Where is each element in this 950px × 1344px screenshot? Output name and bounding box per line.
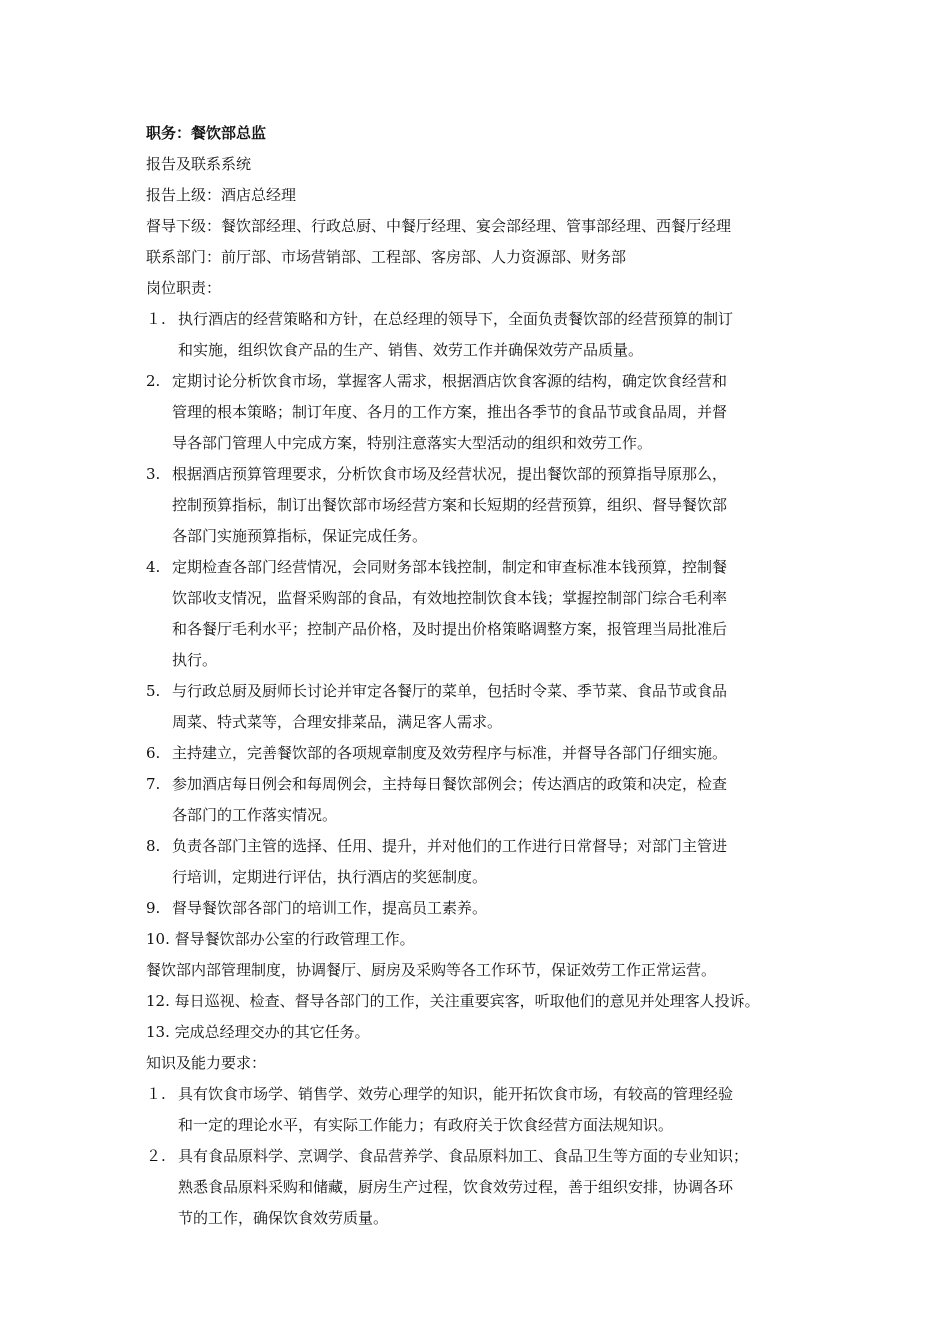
duty-item-number: 9. [146,899,161,917]
requirement-item-1 [146,1079,826,1141]
duty-item-number: 5. [146,682,161,700]
duty-item-text [146,552,826,676]
duty-item-text [146,304,826,366]
requirement-item-line: 具有食品原料学、烹调学、食品营养学、食品原料加工、食品卫生等方面的专业知识； [178,1147,749,1165]
duty-item-5 [146,676,826,738]
document-title: 职务：餐饮部总监 [146,124,267,142]
duty-item-9 [146,893,826,924]
duty-item-number: 4. [146,558,161,576]
duty-item-2 [146,366,826,459]
liaison-departments: 联系部门：前厅部、市场营销部、工程部、客房部、人力资源部、财务部 [146,248,627,266]
requirements-heading: 知识及能力要求： [146,1054,267,1072]
duty-item-1 [146,304,826,366]
duty-item-number: 6. [146,744,161,762]
duty-item-line: 执行。 [172,651,218,669]
duty-item-line: 各部门实施预算指标，保证完成任务。 [172,527,428,545]
duty-item-line: 与行政总厨及厨师长讨论并审定各餐厅的菜单，包括时令菜、季节菜、食品节或食品 [172,682,728,700]
requirement-item-line: 节的工作，确保饮食效劳质量。 [178,1209,389,1227]
duty-item-7 [146,769,826,831]
duty-item-line: 各部门的工作落实情况。 [172,806,338,824]
duty-item-line: 导各部门管理人中完成方案，特别注意落实大型活动的组织和效劳工作。 [172,434,653,452]
duty-item-line: 周菜、特式菜等，合理安排菜品，满足客人需求。 [172,713,503,731]
requirement-item-line: 和一定的理论水平，有实际工作能力；有政府关于饮食经营方面法规知识。 [178,1116,674,1134]
duty-item-number: 7. [146,775,161,793]
duty-item-number: 3. [146,465,161,483]
duty-item-line: 行培训，定期进行评估，执行酒店的奖惩制度。 [172,868,488,886]
duty-item-line: 和实施，组织饮食产品的生产、销售、效劳工作并确保效劳产品质量。 [178,341,644,359]
duty-item-text [146,893,826,924]
supervises: 督导下级：餐饮部经理、行政总厨、中餐厅经理、宴会部经理、管事部经理、西餐厅经理 [146,217,732,235]
duty-item-4 [146,552,826,676]
duty-item-number: 2. [146,372,161,390]
requirement-item-line: 具有饮食市场学、销售学、效劳心理学的知识，能开拓饮食市场，有较高的管理经验 [178,1085,734,1103]
requirement-item-text [146,1079,826,1141]
duty-item-6 [146,738,826,769]
duty-item-13: 13. 完成总经理交办的其它任务。 [146,1023,370,1041]
duty-item-line: 督导餐饮部各部门的培训工作，提高员工素养。 [172,899,488,917]
duty-item-line: 主持建立，完善餐饮部的各项规章制度及效劳程序与标准，并督导各部门仔细实施。 [172,744,728,762]
duty-item-12: 12. 每日巡视、检查、督导各部门的工作，关注重要宾客，听取他们的意见并处理客人投诉。 [146,992,760,1010]
duty-item-line: 管理的根本策略；制订年度、各月的工作方案，推出各季节的食品节或食品周，并督 [172,403,728,421]
duty-item-11-fragment: 餐饮部内部管理制度，协调餐厅、厨房及采购等各工作环节，保证效劳工作正常运营。 [146,961,717,979]
duty-item-text [146,366,826,459]
duty-item-text [146,769,826,831]
duties-list [146,304,826,924]
duty-item-text [146,831,826,893]
reports-to: 报告上级：酒店总经理 [146,186,297,204]
requirement-item-number: １. [146,1085,166,1103]
duty-item-line: 定期讨论分析饮食市场，掌握客人需求，根据酒店饮食客源的结构，确定饮食经营和 [172,372,728,390]
duty-item-line: 定期检查各部门经营情况，会同财务部本钱控制，制定和审查标准本钱预算，控制餐 [172,558,728,576]
duty-item-line: 执行酒店的经营策略和方针，在总经理的领导下，全面负责餐饮部的经营预算的制订 [178,310,734,328]
duty-item-text [146,676,826,738]
requirements-list [146,1079,826,1234]
duty-item-10: 10. 督导餐饮部办公室的行政管理工作。 [146,930,415,948]
document-page [146,118,826,1234]
duty-item-line: 饮部收支情况，监督采购部的食品，有效地控制饮食本钱；掌握控制部门综合毛利率 [172,589,728,607]
duty-item-text [146,738,826,769]
requirement-item-text [146,1141,826,1234]
duty-item-number: 8. [146,837,161,855]
duty-item-8 [146,831,826,893]
duty-item-line: 根据酒店预算管理要求，分析饮食市场及经营状况，提出餐饮部的预算指导原那么， [172,465,728,483]
duty-item-line: 和各餐厅毛利水平；控制产品价格，及时提出价格策略调整方案，报管理当局批准后 [172,620,728,638]
requirement-item-2 [146,1141,826,1234]
duty-item-line: 参加酒店每日例会和每周例会，主持每日餐饮部例会；传达酒店的政策和决定，检查 [172,775,728,793]
duty-item-line: 控制预算指标，制订出餐饮部市场经营方案和长短期的经营预算，组织、督导餐饮部 [172,496,728,514]
duty-item-line: 负责各部门主管的选择、任用、提升，并对他们的工作进行日常督导；对部门主管进 [172,837,728,855]
requirement-item-line: 熟悉食品原料采购和储藏，厨房生产过程，饮食效劳过程，善于组织安排，协调各环 [178,1178,734,1196]
duties-heading: 岗位职责： [146,279,222,297]
reporting-heading: 报告及联系系统 [146,155,252,173]
requirement-item-number: ２. [146,1147,166,1165]
duty-item-3 [146,459,826,552]
duty-item-text [146,459,826,552]
duty-item-number: １. [146,310,166,328]
